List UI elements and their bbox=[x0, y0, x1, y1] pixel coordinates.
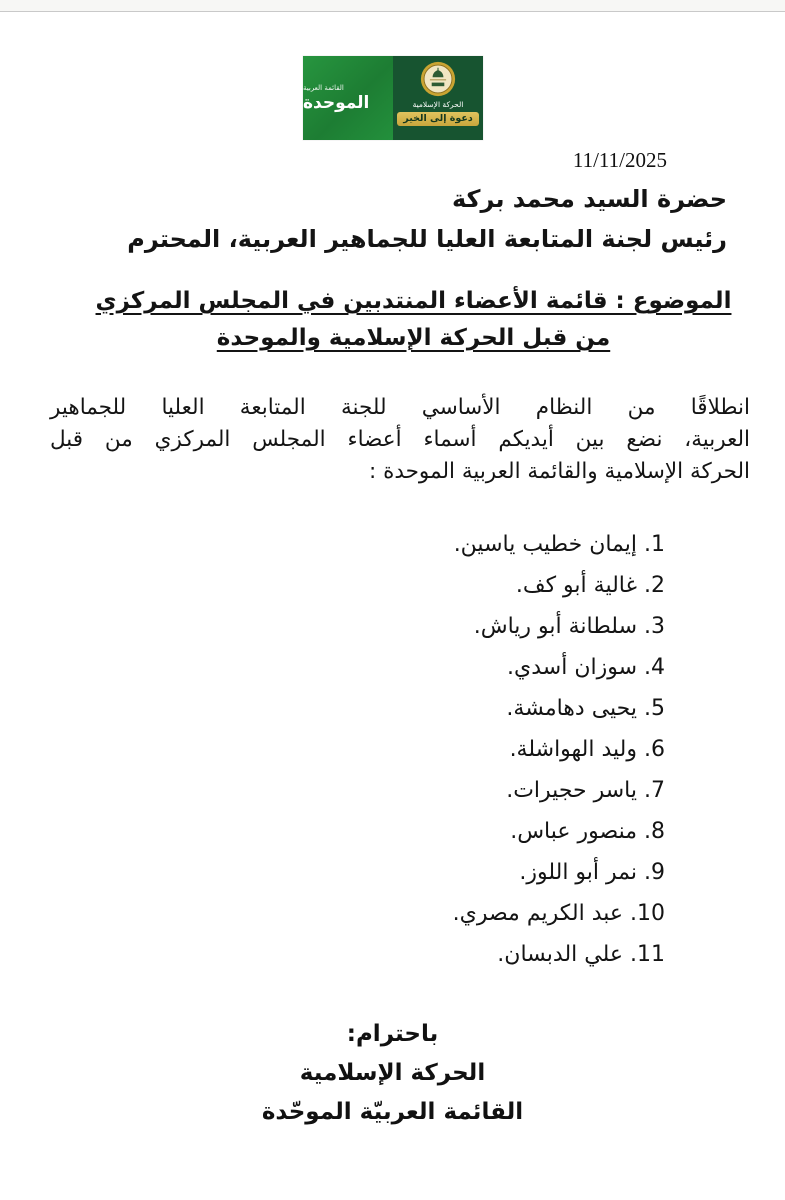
paragraph-line: الحركة الإسلامية والقائمة العربية الموحدة : bbox=[369, 459, 750, 484]
mosque-emblem-icon bbox=[420, 61, 456, 97]
signature-salutation: باحترام: bbox=[346, 1021, 439, 1047]
list-item: 2. غالية أبو كف. bbox=[515, 573, 665, 598]
list-item: 8. منصور عباس. bbox=[510, 819, 665, 844]
paragraph-line: العربية، نضع بين أيديكم أسماء أعضاء المجلس المركزي من قبل bbox=[50, 427, 750, 452]
list-item: 7. ياسر حجيرات. bbox=[506, 778, 665, 803]
subject-block bbox=[80, 283, 747, 357]
islamic-movement-logo-panel bbox=[393, 56, 483, 140]
united-list-small-label: القائمة العربية bbox=[303, 83, 344, 92]
list-item: 4. سوزان أسدي. bbox=[507, 655, 665, 680]
list-item: 9. نمر أبو اللوز. bbox=[519, 860, 665, 885]
list-item: 5. يحيى دهامشة. bbox=[506, 696, 665, 721]
party-logo-banner bbox=[303, 56, 483, 140]
list-item: 1. إيمان خطيب ياسين. bbox=[453, 532, 665, 557]
list-item: 10. عبد الكريم مصري. bbox=[452, 901, 665, 926]
slogan-badge: دعوة إلى الخير bbox=[397, 112, 478, 126]
list-item: 11. علي الدبسان. bbox=[497, 942, 665, 967]
signature-org-2: القائمة العربيّة الموحّدة bbox=[261, 1099, 524, 1125]
paragraph-line: انطلاقًا من النظام الأساسي للجنة المتابعة العليا للجماهير bbox=[50, 395, 750, 420]
signature-org-1: الحركة الإسلامية bbox=[299, 1060, 486, 1086]
members-list bbox=[40, 524, 665, 975]
recipient-name: حضرة السيد محمد بركة bbox=[452, 185, 727, 213]
united-list-big-label: الموحدة bbox=[303, 92, 370, 113]
islamic-movement-label: الحركة الإسلامية bbox=[412, 100, 464, 109]
signature-block bbox=[0, 1015, 785, 1132]
list-item: 6. وليد الهواشلة. bbox=[509, 737, 665, 762]
list-item: 3. سلطانة أبو رياش. bbox=[473, 614, 665, 639]
subject-line-2: من قبل الحركة الإسلامية والموحدة bbox=[216, 325, 611, 351]
subject-line-1: الموضوع : قائمة الأعضاء المنتدبين في المجلس المركزي bbox=[95, 288, 732, 314]
united-arab-list-logo-panel bbox=[303, 56, 393, 140]
body-paragraph bbox=[50, 392, 750, 488]
letter-date: 11/11/2025 bbox=[572, 148, 667, 172]
scan-edge bbox=[0, 0, 785, 12]
recipient-title: رئيس لجنة المتابعة العليا للجماهير العربية، المحترم bbox=[127, 225, 727, 253]
